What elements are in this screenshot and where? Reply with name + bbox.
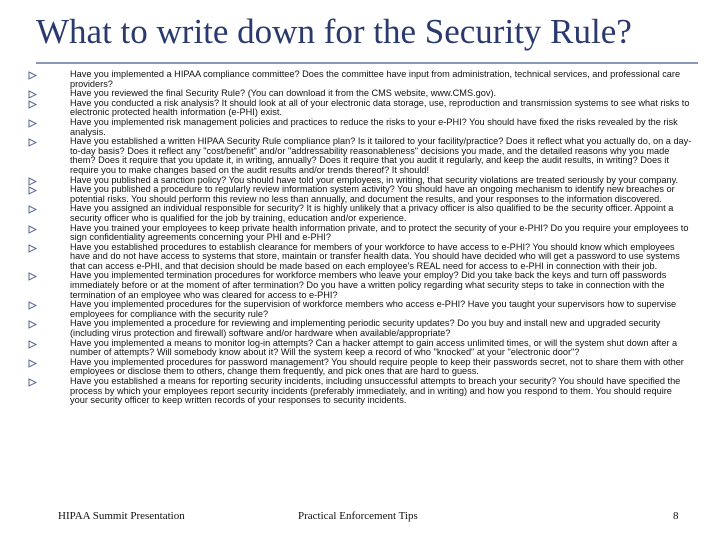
footer-section-title: Practical Enforcement Tips	[298, 510, 418, 522]
list-item	[28, 358, 692, 377]
bullet-text: Have you implemented termination procedures for workforce members who leave your employ? Did you take back the keys and turn off passwords immediately before or at the moment of after termination? Do you have a written policy regarding what security steps to take in connection with the termination of an employee who was cleared for access to e-PHI?	[70, 270, 667, 300]
list-item	[28, 224, 692, 243]
bullet-text: Have you published a sanction policy? You should have told your employees, in writing, that security violations are treated seriously by your company.	[70, 174, 679, 185]
bullet-text: Have you implemented a procedure for reviewing and implementing periodic security updates? Do you buy and install new and upgraded security (including virus protection and firewall) software and/or hardware when available/appropriate?	[70, 318, 661, 339]
bullet-text: Have you published a procedure to regularly review information system activity? You should have an ongoing mechanism to identify new breaches or potential risks. You should perform this review no less than annually, and document the results, and your responses to the information discovered.	[70, 184, 675, 204]
list-item	[28, 377, 692, 406]
arrow-bullet-icon	[28, 244, 38, 253]
bullet-text: Have you implemented risk management policies and practices to reduce the risks to your e-PHI? You should have fixed the risks revealed by the risk analysis.	[70, 116, 678, 137]
list-item	[28, 137, 692, 175]
bullet-list	[28, 70, 692, 406]
list-item	[28, 319, 692, 338]
bullet-text: Have you conducted a risk analysis? It should look at all of your electronic data storage, use, reproduction and transmission systems to see what risks to electronic protected health information (e-PHI) exist.	[70, 97, 690, 118]
list-item	[28, 300, 692, 319]
list-item	[28, 204, 692, 223]
list-item	[28, 70, 692, 89]
bullet-text: Have you implemented procedures for password management? You should require people to keep their passwords secret, not to share them with other employees or disclose them to others, change them frequently, and pick ones that are hard to guess.	[70, 356, 684, 377]
bullet-text: Have you established a written HIPAA Security Rule compliance plan? Is it tailored to your facility/practice? Does it reflect what you actually do, on a day-to-day basis? Does it reflect any "cost/benefit" and/or "addressability reasonableness" decisions you made, and the detailed reasons why you made them? Does it require that you update it, in writing, annually? Does it require that you audit it regularly, and keep the audit results, in writing? Does it require you to make changes based on the audit results and/or trends thereof? It should!	[70, 136, 692, 175]
bullet-text: Have you implemented a means to monitor log-in attempts? Can a hacker attempt to gain access unlimited times, or will the system shut down after a number of attempts? Will somebody know about it? Will the system keep a record of who "knocked" at your "electronic door"?	[70, 337, 678, 358]
list-item	[28, 185, 692, 204]
arrow-bullet-icon	[28, 119, 38, 128]
arrow-bullet-icon	[28, 100, 38, 109]
arrow-bullet-icon	[28, 71, 38, 80]
arrow-bullet-icon	[28, 225, 38, 234]
list-item	[28, 118, 692, 137]
bullet-text: Have you reviewed the final Security Rule? (You can download it from the CMS website, www.CMS.gov).	[70, 88, 497, 99]
bullet-text: Have you established procedures to establish clearance for members of your workforce to have access to e-PHI? You should know which employees have and do not have access to systems that store, maintain or transfer health data. You should have decided who will get a password to use systems that can access e-PHI, and that decision should be made based on each employee's REAL need for access to e-PHI in connection with their job.	[70, 241, 680, 271]
bullet-text: Have you assigned an individual responsible for security? It is highly unlikely that a privacy officer is also qualified to be the security officer. Appoint a security officer who is qualified for the job by training, education and/or experience.	[70, 203, 674, 223]
arrow-bullet-icon	[28, 359, 38, 368]
arrow-bullet-icon	[28, 320, 38, 329]
list-item	[28, 243, 692, 272]
arrow-bullet-icon	[28, 205, 38, 214]
list-item	[28, 99, 692, 118]
arrow-bullet-icon	[28, 138, 38, 147]
arrow-bullet-icon	[28, 378, 38, 387]
footer-presentation-name: HIPAA Summit Presentation	[58, 510, 185, 522]
bullet-text: Have you implemented a HIPAA compliance committee? Does the committee have input from administration, technical services, and professional care providers?	[70, 69, 681, 89]
slide-title: What to write down for the Security Rule?	[36, 12, 632, 51]
arrow-bullet-icon	[28, 340, 38, 349]
list-item	[28, 339, 692, 358]
arrow-bullet-icon	[28, 186, 38, 195]
title-divider	[36, 62, 698, 64]
arrow-bullet-icon	[28, 301, 38, 310]
arrow-bullet-icon	[28, 272, 38, 281]
bullet-text: Have you established a means for reporting security incidents, including unsuccessful attempts to breach your security? You should have specified the process by which your employees report security incidents (preferably immediately, and in writing) and how you respond to them. You should require your security officer to keep written records of your responses to security incidents.	[70, 376, 681, 406]
footer-page-number: 8	[673, 510, 679, 522]
list-item	[28, 271, 692, 300]
bullet-text: Have you trained your employees to keep private health information private, and to protect the security of your e-PHI? Do you require your employees to sign confidentiality agreements concerning your PHI and e-PHI?	[70, 222, 689, 243]
bullet-text: Have you implemented procedures for the supervision of workforce members who access e-PHI? Have you taught your supervisors how to supervise employees for compliance with the security rule?	[70, 299, 677, 319]
